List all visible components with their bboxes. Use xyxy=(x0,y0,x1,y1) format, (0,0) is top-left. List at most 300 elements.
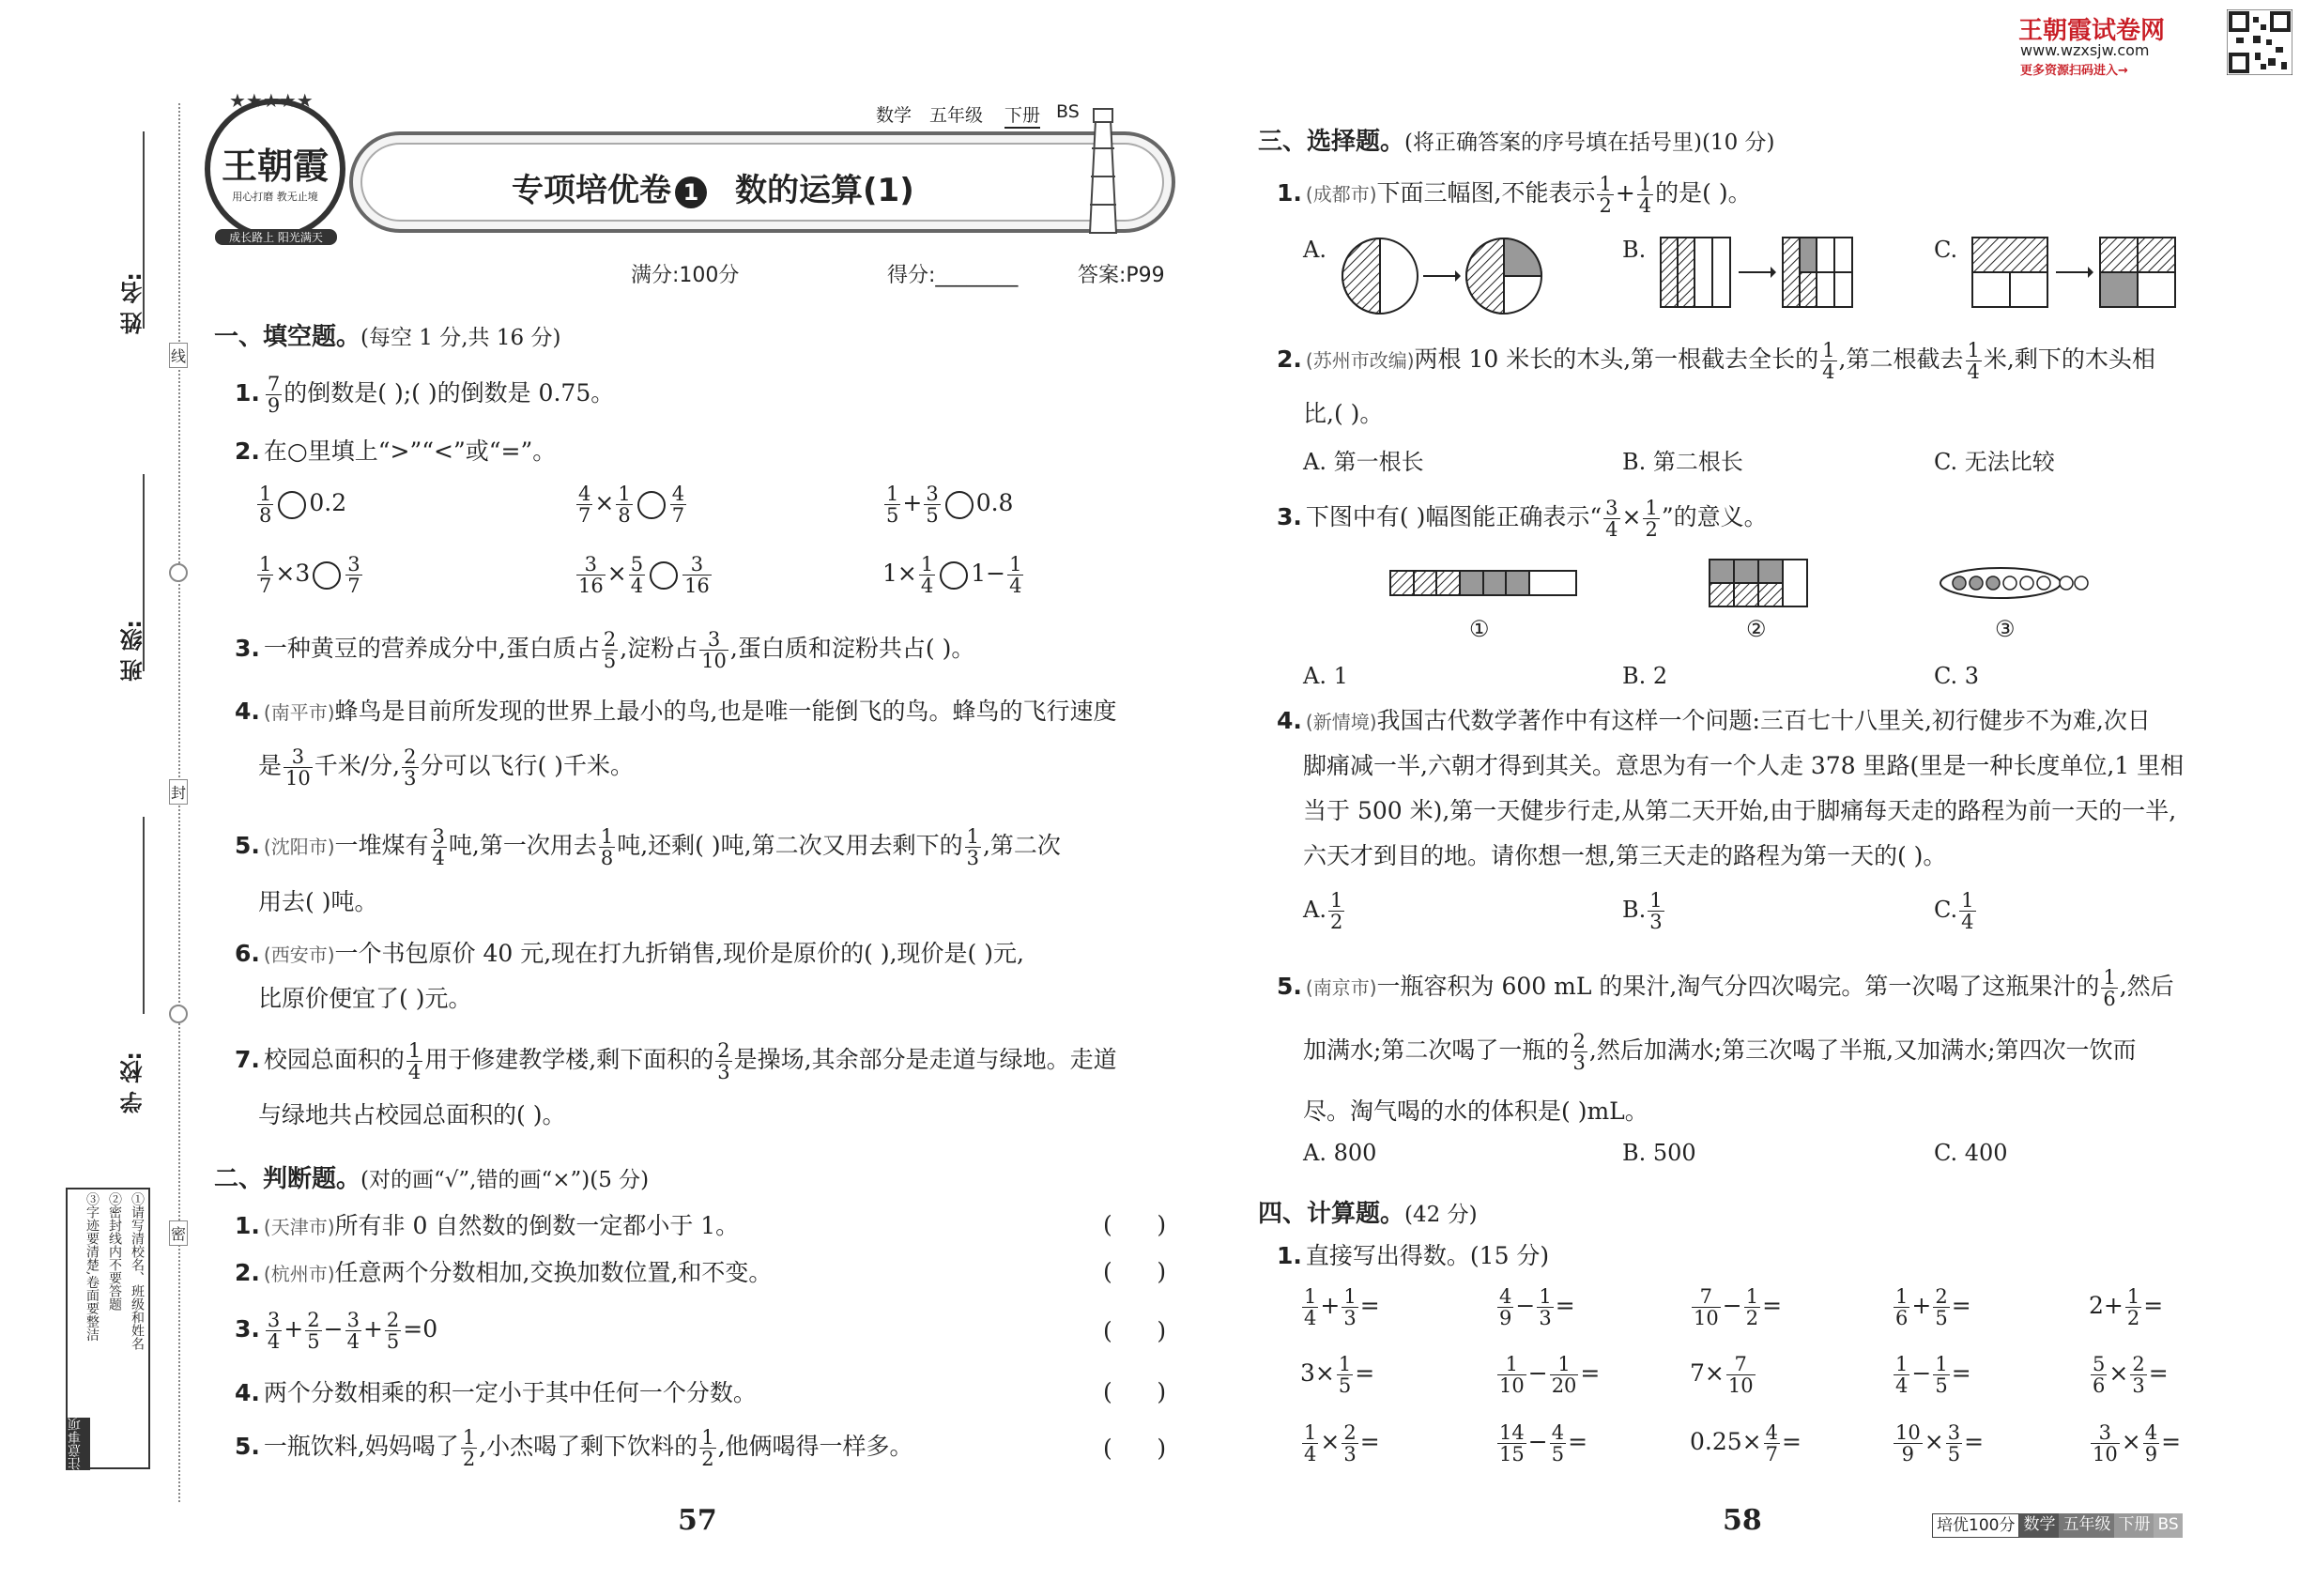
s3-q3-num: 3. xyxy=(1277,503,1302,531)
frac: $\frac{1}{3}$ xyxy=(1649,889,1663,934)
s1-q6-line2 xyxy=(258,984,471,1013)
sec2-note: (对的画“√”,错的画“×”)(5 分) xyxy=(360,1168,650,1192)
frac: $\frac{3}{5}$ xyxy=(926,483,939,528)
compare-circle[interactable] xyxy=(945,491,974,519)
s4-q1-num: 1. xyxy=(1277,1242,1302,1269)
frac: $\frac{1}{4}$ xyxy=(1304,1421,1317,1466)
s2-q4 xyxy=(235,1378,757,1407)
calc-2-5 xyxy=(2089,1354,2169,1396)
op: + xyxy=(362,1315,383,1343)
s3-q5-line2 xyxy=(1303,1031,2137,1073)
op: × xyxy=(1621,503,1642,531)
frac: $\frac{4}{9}$ xyxy=(2144,1421,2158,1466)
frac: $\frac{2}{3}$ xyxy=(404,745,417,790)
s1-q4-num: 4. xyxy=(235,698,260,725)
s3-q3-t1: 下图中有( )幅图能正确表示“ xyxy=(1305,503,1602,531)
s3-q4-t1: 我国古代数学著作中有这样一个问题:三百七十八里关,初行健步不为难,次日 xyxy=(1376,707,2151,734)
op: − xyxy=(1911,1359,1932,1388)
op: × xyxy=(594,489,615,517)
eq: = xyxy=(1568,1428,1588,1456)
s3-q5-num: 5. xyxy=(1277,973,1302,1001)
title-prefix: 专项培优卷 xyxy=(512,172,671,209)
s2-q2-num: 2. xyxy=(235,1259,260,1286)
fig-3-2 xyxy=(1709,559,1808,607)
footer-series-bar xyxy=(1932,1513,2183,1538)
s2-q4-num: 4. xyxy=(235,1379,260,1406)
compare-circle[interactable] xyxy=(278,491,306,519)
frac: $\frac{4}{5}$ xyxy=(1551,1421,1565,1466)
frac: $\frac{4}{7}$ xyxy=(671,483,685,528)
class-label: 班 级: xyxy=(120,620,146,682)
s3-q3-t2: ”的意义。 xyxy=(1661,503,1768,531)
frac: $\frac{1}{5}$ xyxy=(1338,1353,1352,1398)
s3-q4-line1 xyxy=(1277,706,2151,735)
frac: $\frac{1}{7}$ xyxy=(259,553,272,598)
city-tag: (沈阳市) xyxy=(263,836,335,859)
frac: $\frac{4}{9}$ xyxy=(1499,1285,1512,1330)
calc-3-3 xyxy=(1690,1422,1802,1465)
s1-q6-t2: 比原价便宜了( )元。 xyxy=(258,985,472,1012)
frac: $\frac{3}{4}$ xyxy=(267,1309,281,1354)
s3-q4-line4 xyxy=(1303,841,1946,870)
sec1-title-text: 一、填空题。 xyxy=(214,323,361,351)
frac: $\frac{1}{2}$ xyxy=(462,1426,476,1471)
frac: $\frac{1}{4}$ xyxy=(1967,339,1980,384)
cmp-r1c3 xyxy=(882,483,1013,526)
s3-q4-opt-b[interactable] xyxy=(1622,890,1666,932)
fig-a-after xyxy=(1464,237,1543,315)
calc-2-4 xyxy=(1892,1354,1971,1396)
s4-q1 xyxy=(1277,1241,1549,1270)
s1-q4-line2 xyxy=(258,746,634,789)
fig-b-before xyxy=(1660,237,1731,308)
s2-q2-answer[interactable]: ( ) xyxy=(1103,1258,1167,1285)
frac: $\frac{2}{3}$ xyxy=(1572,1030,1586,1075)
cmp-val: 1− xyxy=(971,560,1006,588)
op: − xyxy=(1527,1428,1548,1456)
frac: $\frac{1}{6}$ xyxy=(2103,966,2116,1011)
s1-q5-t1: 一堆煤有 xyxy=(334,832,429,860)
eq: = xyxy=(2161,1428,2182,1456)
frac: $\frac{1}{8}$ xyxy=(618,483,631,528)
fig-b-after xyxy=(1782,237,1853,308)
calc-2-1 xyxy=(1300,1354,1374,1396)
s1-q3-t3: ,蛋白质和淀粉共占( )。 xyxy=(729,635,975,663)
s1-q2-text: 在○里填上“>”“<”或“=”。 xyxy=(263,437,557,465)
compare-circle[interactable] xyxy=(650,561,678,590)
op: − xyxy=(323,1315,344,1343)
header-subject: 数学 xyxy=(876,105,912,126)
frac: $\frac{1}{4}$ xyxy=(1961,889,1974,934)
title-num-badge: 1 xyxy=(675,176,707,208)
s4-q1-text: 直接写出得数。(15 分) xyxy=(1305,1242,1550,1269)
fig-c-before xyxy=(1971,237,2048,308)
site-name: 王朝霞试卷网 xyxy=(2018,17,2166,45)
frac: $\frac{1}{3}$ xyxy=(1343,1285,1357,1330)
sec2-title xyxy=(214,1159,649,1194)
s3-q5-line1 xyxy=(1277,967,2174,1009)
frac: $\frac{3}{7}$ xyxy=(347,553,360,598)
s1-q4-t1: 蜂鸟是目前所发现的世界上最小的鸟,也是唯一能倒飞的鸟。蜂鸟的飞行速度 xyxy=(334,698,1117,725)
sec3-title xyxy=(1258,122,1775,157)
frac: $\frac{5}{4}$ xyxy=(630,553,644,598)
calc-2-3 xyxy=(1690,1354,1757,1396)
header-grade: 五年级 xyxy=(929,105,984,126)
compare-circle[interactable] xyxy=(637,491,666,519)
frac: $\frac{3}{4}$ xyxy=(1605,497,1618,542)
frac: $\frac{1}{2}$ xyxy=(701,1426,714,1471)
footer-series: 培优100分 xyxy=(1932,1513,2019,1538)
s2-q3-answer[interactable]: ( ) xyxy=(1103,1317,1167,1344)
s3-q2-line2 xyxy=(1303,399,1383,428)
s1-q4-line1 xyxy=(235,697,1116,726)
s3-q5-opt-c[interactable]: C. 400 xyxy=(1934,1140,2008,1166)
logo-badge xyxy=(205,89,345,244)
s2-q5-num: 5. xyxy=(235,1433,260,1461)
score-field[interactable]: 得分:________ xyxy=(887,264,1019,287)
opt-letter: A. xyxy=(1303,897,1326,924)
s1-q5-t5: 用去( )吨。 xyxy=(258,888,378,915)
s1-q6-line1 xyxy=(235,939,1024,968)
calc-3-2 xyxy=(1495,1422,1587,1465)
logo-sub: 用心打磨 教无止境 xyxy=(232,191,318,203)
s3-q5-t5: 尽。淘气喝的水的体积是( )mL。 xyxy=(1303,1097,1648,1125)
city-tag: (成都市) xyxy=(1305,183,1377,207)
compare-circle[interactable] xyxy=(313,561,341,590)
cmp-val: 1× xyxy=(882,560,917,588)
calc-1-1 xyxy=(1300,1286,1380,1328)
s3-q1-t1: 下面三幅图,不能表示 xyxy=(1376,179,1596,207)
page-number-right: 58 xyxy=(1723,1504,1762,1537)
eq: = xyxy=(1951,1359,1971,1388)
coef: 3× xyxy=(1300,1359,1335,1388)
frac: $\frac{2}{5}$ xyxy=(603,628,617,673)
coef: 2+ xyxy=(2089,1292,2124,1320)
frac: $\frac{1}{2}$ xyxy=(1599,173,1612,218)
s2-q3-num: 3. xyxy=(235,1315,260,1343)
frac: $\frac{2}{3}$ xyxy=(2132,1353,2145,1398)
s1-q5-t3: 吨,还剩( )吨,第二次又用去剩下的 xyxy=(617,832,963,860)
header-volume: 下册 xyxy=(1004,101,1040,129)
s3-q2-opt-c[interactable]: C. 无法比较 xyxy=(1934,449,2055,475)
cmp-val: 0.8 xyxy=(975,489,1014,517)
s1-q4-t4: 分可以飞行( )千米。 xyxy=(420,752,634,780)
frac: $\frac{7}{10}$ xyxy=(1694,1285,1719,1330)
s2-q5 xyxy=(235,1427,913,1469)
op: + xyxy=(284,1315,304,1343)
s1-q6-num: 6. xyxy=(235,940,260,967)
calc-1-5 xyxy=(2089,1286,2163,1328)
op: − xyxy=(1515,1292,1536,1320)
s1-q5-line2 xyxy=(258,887,377,916)
s2-q2 xyxy=(235,1258,772,1287)
sec3-note: (将正确答案的序号填在括号里)(10 分) xyxy=(1404,130,1775,155)
s2-q4-text: 两个分数相乘的积一定小于其中任何一个分数。 xyxy=(263,1379,757,1406)
s2-q3 xyxy=(235,1310,437,1352)
s3-q3-opt-c[interactable]: C. 3 xyxy=(1934,663,1980,689)
sec1-note: (每空 1 分,共 16 分) xyxy=(360,326,561,350)
eq: = xyxy=(1762,1292,1783,1320)
s1-q3-num: 3. xyxy=(235,635,260,663)
footer-grade: 五年级 xyxy=(2059,1513,2114,1538)
cmp-r2c3 xyxy=(882,554,1025,596)
s1-q7-line1 xyxy=(235,1040,1117,1082)
logo-stars: ★★★★★ xyxy=(229,89,314,112)
s2-q5-t3: ,他俩喝得一样多。 xyxy=(717,1433,913,1461)
frac: $\frac{1}{20}$ xyxy=(1551,1353,1577,1398)
op: − xyxy=(1527,1359,1548,1388)
cut-char-3: 密 xyxy=(169,1220,188,1246)
op: − xyxy=(1722,1292,1742,1320)
frac: $\frac{3}{10}$ xyxy=(285,745,311,790)
s3-q2-opt-b[interactable]: B. 第二根长 xyxy=(1622,449,1743,475)
frac: $\frac{1}{2}$ xyxy=(1329,889,1343,934)
frac: $\frac{1}{4}$ xyxy=(920,553,934,598)
eq: = xyxy=(2148,1359,2169,1388)
s2-q4-answer[interactable]: ( ) xyxy=(1103,1378,1167,1405)
calc-2-2 xyxy=(1495,1354,1600,1396)
s3-q4-opt-a[interactable] xyxy=(1303,890,1346,932)
s3-q1 xyxy=(1277,174,1752,216)
arrow-icon xyxy=(2056,263,2093,282)
s2-q5-answer[interactable]: ( ) xyxy=(1103,1435,1167,1462)
cut-char-1: 线 xyxy=(169,343,188,368)
page-number-left: 57 xyxy=(678,1504,717,1537)
footer-volume: 下册 xyxy=(2114,1513,2154,1538)
frac: $\frac{1}{3}$ xyxy=(1539,1285,1552,1330)
s3-q1-opt-b[interactable]: B. xyxy=(1622,237,1647,263)
full-score: 满分:100分 xyxy=(631,264,740,287)
eq: = xyxy=(1782,1428,1802,1456)
eq: = xyxy=(1951,1292,1971,1320)
frac: $\frac{3}{16}$ xyxy=(578,553,604,598)
frac: $\frac{1}{5}$ xyxy=(1935,1353,1948,1398)
s1-q7-t2: 用于修建教学楼,剩下面积的 xyxy=(424,1046,714,1074)
logo-text: 王朝霞 xyxy=(221,145,329,187)
name-label: 姓 名: xyxy=(120,272,146,334)
fig-3-1 xyxy=(1389,570,1577,596)
sec3-title-text: 三、选择题。 xyxy=(1258,128,1405,156)
cmp-r1c1 xyxy=(255,483,346,526)
eq: = xyxy=(1580,1359,1601,1388)
page-title xyxy=(512,164,914,210)
s3-q5-opt-b[interactable]: B. 500 xyxy=(1622,1140,1696,1166)
s3-q2-t2: ,第二根截去 xyxy=(1838,345,1964,374)
s1-q7-line2 xyxy=(258,1100,565,1129)
binding-strip xyxy=(0,0,188,1596)
s3-q4-num: 4. xyxy=(1277,707,1302,734)
s1-q7-t4: 与绿地共占校园总面积的( )。 xyxy=(258,1101,566,1128)
sec1-title xyxy=(214,317,560,352)
cmp-r1c2 xyxy=(575,483,688,526)
s3-q5-line3 xyxy=(1303,1097,1648,1126)
frac: $\frac{1}{6}$ xyxy=(1895,1285,1909,1330)
s1-q2-num: 2. xyxy=(235,437,260,465)
calc-3-4 xyxy=(1892,1422,1984,1465)
site-url: www.wzxsjw.com xyxy=(2020,41,2150,59)
s3-q2-num: 2. xyxy=(1277,345,1302,374)
op: × xyxy=(1320,1428,1341,1456)
frac-7-9 xyxy=(266,374,282,416)
opt-letter: B. xyxy=(1622,897,1647,924)
frac: $\frac{1}{2}$ xyxy=(1645,497,1658,542)
op: × xyxy=(2108,1359,2129,1388)
frac: $\frac{1}{4}$ xyxy=(1638,173,1652,218)
s1-q1-num: 1. xyxy=(235,379,260,407)
s2-q1-answer[interactable]: ( ) xyxy=(1103,1211,1167,1238)
eq: = xyxy=(1555,1292,1575,1320)
cut-char-2: 封 xyxy=(169,779,188,805)
eq: = xyxy=(1964,1428,1985,1456)
city-tag: (西安市) xyxy=(263,944,335,966)
calc-1-2 xyxy=(1495,1286,1575,1328)
frac: $\frac{1}{3}$ xyxy=(966,825,979,870)
title-main: 数的运算(1) xyxy=(735,172,914,209)
footer-subject: 数学 xyxy=(2019,1513,2059,1538)
s3-q4-line3 xyxy=(1303,796,2176,825)
notice-title: 注意事项 xyxy=(66,1418,90,1470)
frac: $\frac{5}{6}$ xyxy=(2093,1353,2106,1398)
s3-q3-label-3: ③ xyxy=(1995,616,2016,642)
coef: 7× xyxy=(1690,1359,1725,1388)
s1-q3-t1: 一种黄豆的营养成分中,蛋白质占 xyxy=(263,635,600,663)
opt-letter: C. xyxy=(1934,897,1958,924)
lighthouse-icon xyxy=(1075,101,1131,238)
frac: $\frac{4}{7}$ xyxy=(1765,1421,1778,1466)
s3-q2-opt-a[interactable]: A. 第一根长 xyxy=(1303,449,1424,475)
frac: $\frac{3}{16}$ xyxy=(684,553,710,598)
s3-q2-t4: 比,( )。 xyxy=(1303,400,1384,427)
frac-n: 7 xyxy=(267,373,281,395)
arrow-icon xyxy=(1423,267,1461,285)
frac: $\frac{1}{8}$ xyxy=(600,825,614,870)
s1-q4-t3: 千米/分, xyxy=(314,752,401,780)
frac: $\frac{2}{5}$ xyxy=(307,1309,320,1354)
city-tag: (杭州市) xyxy=(263,1263,335,1285)
frac: $\frac{3}{10}$ xyxy=(2093,1421,2118,1466)
eq: = xyxy=(1359,1292,1380,1320)
frac: $\frac{1}{4}$ xyxy=(1304,1285,1317,1330)
frac: $\frac{3}{10}$ xyxy=(701,628,727,673)
city-tag: (南京市) xyxy=(1305,976,1377,1000)
op: × xyxy=(2121,1428,2141,1456)
sec4-title-text: 四、计算题。 xyxy=(1258,1200,1405,1228)
op: + xyxy=(1615,179,1635,207)
s3-q4-t2: 脚痛减一半,六朝才得到其关。意思为有一个人走 378 里路(里是一种长度单位,1 里相 xyxy=(1303,752,2185,779)
school-underline xyxy=(143,817,145,1014)
s3-q5-t2: ,然后 xyxy=(2119,973,2174,1001)
s3-q3-opt-a[interactable]: A. 1 xyxy=(1303,663,1348,689)
logo-slogan: 成长路上 阳光满天 xyxy=(215,229,337,245)
op: + xyxy=(1911,1292,1932,1320)
s2-q5-t2: ,小杰喝了剩下饮料的 xyxy=(479,1433,698,1461)
calc-1-4 xyxy=(1892,1286,1971,1328)
fig-3-3 xyxy=(1939,566,2089,600)
frac-d: 9 xyxy=(267,394,281,418)
frac: $\frac{1}{2}$ xyxy=(1745,1285,1759,1330)
eq: = xyxy=(1355,1359,1375,1388)
s1-q7-t3: 是操场,其余部分是走道与绿地。走道 xyxy=(733,1046,1117,1074)
sec2-title-text: 二、判断题。 xyxy=(214,1165,361,1193)
s3-q2-t3: 米,剩下的木头相 xyxy=(1983,345,2155,374)
frac: $\frac{3}{5}$ xyxy=(1947,1421,1961,1466)
city-tag: (苏州市改编) xyxy=(1305,349,1415,373)
frac: $\frac{1}{4}$ xyxy=(1895,1353,1909,1398)
s3-q1-opt-a[interactable]: A. xyxy=(1303,237,1326,263)
s2-q1-num: 1. xyxy=(235,1212,260,1239)
s3-q5-opt-a[interactable]: A. 800 xyxy=(1303,1140,1377,1166)
frac: $\frac{2}{5}$ xyxy=(1935,1285,1948,1330)
calc-3-1 xyxy=(1300,1422,1380,1465)
coef: 0.25× xyxy=(1690,1428,1762,1456)
frac: $\frac{1}{10}$ xyxy=(1499,1353,1525,1398)
s1-q5-num: 5. xyxy=(235,832,260,860)
s3-q3-label-1: ① xyxy=(1469,616,1490,642)
op: × xyxy=(1924,1428,1944,1456)
frac: $\frac{2}{3}$ xyxy=(1343,1421,1357,1466)
s2-q1 xyxy=(235,1211,739,1240)
s3-q2-line1 xyxy=(1277,340,2155,382)
s1-q1-text: 的倒数是( );( )的倒数是 0.75。 xyxy=(284,379,615,407)
city-tag: (南平市) xyxy=(263,701,335,724)
s2-q1-text: 所有非 0 自然数的倒数一定都小于 1。 xyxy=(334,1212,740,1239)
cmp-r2c2 xyxy=(575,554,713,596)
frac: $\frac{10}{9}$ xyxy=(1895,1421,1921,1466)
notice-line-1: ①请写清校名、班级和姓名 xyxy=(130,1192,145,1350)
answer-ref: 答案:P99 xyxy=(1078,264,1165,287)
frac: $\frac{2}{5}$ xyxy=(386,1309,400,1354)
arrow-icon xyxy=(1739,263,1776,282)
s3-q3-opt-b[interactable]: B. 2 xyxy=(1622,663,1668,689)
frac: $\frac{3}{4}$ xyxy=(346,1309,360,1354)
fig-a-before xyxy=(1341,237,1419,315)
notice-line-2: ②密封线内不要答题 xyxy=(107,1192,122,1311)
city-tag: (新情境) xyxy=(1305,711,1377,733)
s3-q4-t3: 当于 500 米),第一天健步行走,从第二天开始,由于脚痛每天走的路程为前一天的一半, xyxy=(1303,797,2177,824)
frac: $\frac{14}{15}$ xyxy=(1499,1421,1525,1466)
eq: = xyxy=(1359,1428,1380,1456)
frac: $\frac{1}{4}$ xyxy=(1822,339,1835,384)
qr-code-icon[interactable] xyxy=(2227,9,2292,75)
cmp-r2c1 xyxy=(255,554,364,596)
cut-dot-2 xyxy=(169,1005,188,1023)
s3-q4-opt-c[interactable] xyxy=(1934,890,1978,932)
frac: $\frac{7}{10}$ xyxy=(1727,1353,1754,1398)
s2-q5-t1: 一瓶饮料,妈妈喝了 xyxy=(263,1433,459,1461)
frac: $\frac{1}{2}$ xyxy=(2126,1285,2140,1330)
eq: = xyxy=(2143,1292,2164,1320)
frac: $\frac{1}{4}$ xyxy=(1009,553,1022,598)
frac: $\frac{3}{4}$ xyxy=(432,825,445,870)
s3-q5-t1: 一瓶容积为 600 mL 的果汁,淘气分四次喝完。第一次喝了这瓶果汁的 xyxy=(1376,973,2100,1001)
frac: $\frac{2}{3}$ xyxy=(717,1039,730,1084)
s3-q2-t1: 两根 10 米长的木头,第一根截去全长的 xyxy=(1414,345,1819,374)
s1-q7-num: 7. xyxy=(235,1046,260,1074)
op: × xyxy=(606,560,627,588)
s3-q1-opt-c[interactable]: C. xyxy=(1934,237,1958,263)
sec4-note: (42 分) xyxy=(1404,1203,1478,1227)
s3-q4-t4: 六天才到目的地。请你想一想,第三天走的路程为第一天的( )。 xyxy=(1303,842,1947,869)
calc-3-5 xyxy=(2089,1422,2181,1465)
s1-q5-line1 xyxy=(235,826,1061,868)
s3-q4-line2 xyxy=(1303,751,2184,780)
compare-circle[interactable] xyxy=(940,561,968,590)
site-hint: 更多资源扫码进入→ xyxy=(2020,64,2128,78)
cut-dot-1 xyxy=(169,563,188,582)
s3-q5-t4: ,然后加满水;第三次喝了半瓶,又加满水;第四次一饮而 xyxy=(1588,1036,2137,1065)
frac: $\frac{1}{4}$ xyxy=(407,1039,422,1084)
s1-q5-t4: ,第二次 xyxy=(982,832,1061,860)
